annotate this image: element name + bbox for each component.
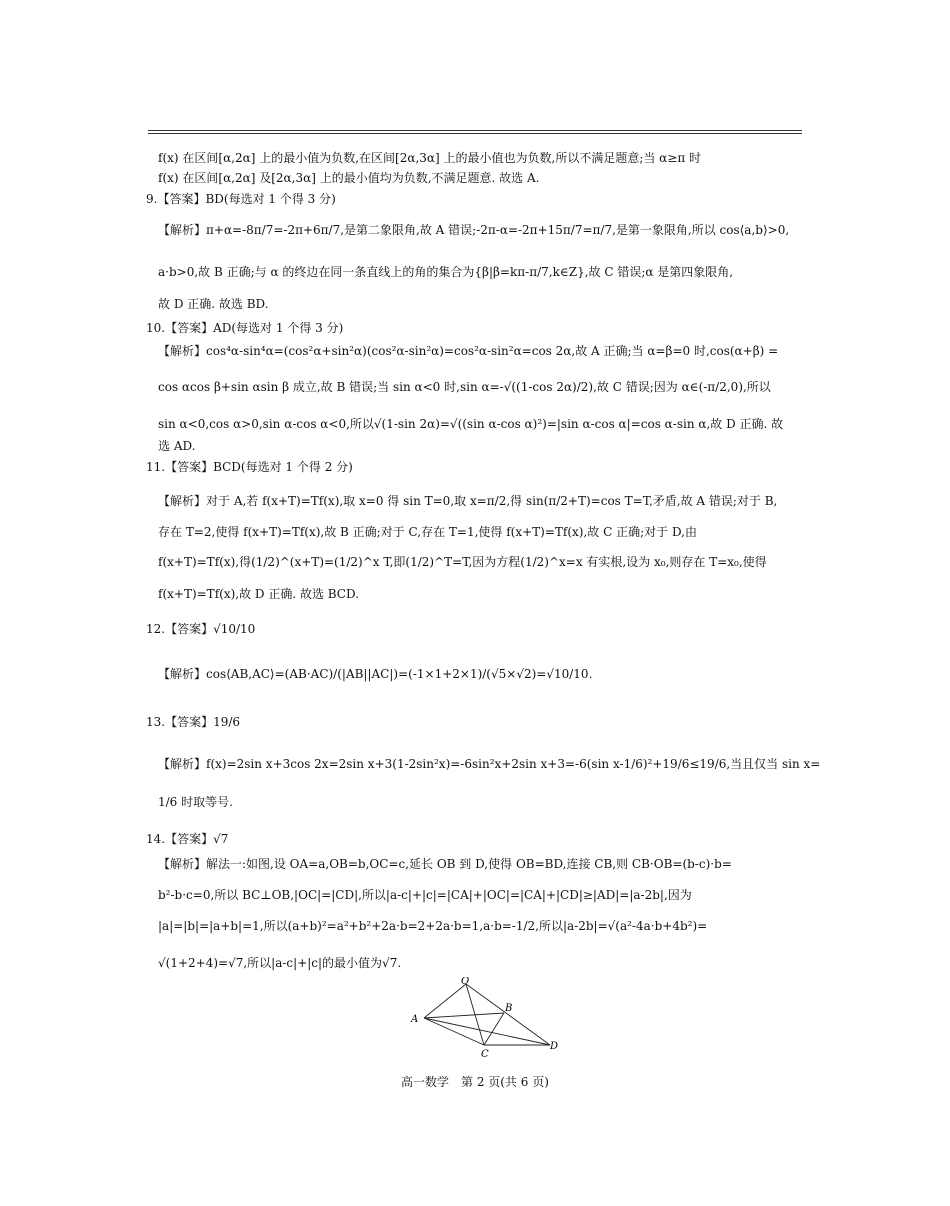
text-line: 【解析】cos⟨AB,AC⟩=(AB·AC)/(|AB||AC|)=(-1×1+2×1)/(√5×√2)=√10/10.	[158, 667, 593, 681]
text-line: f(x) 在区间[α,2α] 上的最小值为负数,在区间[2α,3α] 上的最小值也为负数,所以不满足题意;当 α≥π 时	[158, 151, 702, 165]
top-rule-1	[148, 130, 802, 131]
point-C-label: C	[481, 1049, 489, 1060]
text-line: a·b>0,故 B 正确;与 α 的终边在同一条直线上的角的集合为{β|β=kπ-π/7,k∈Z},故 C 错误;α 是第四象限角,	[158, 265, 734, 279]
text-line: √(1+2+4)=√7,所以|a-c|+|c|的最小值为√7.	[158, 956, 402, 970]
page-footer: 高一数学 第 2 页(共 6 页)	[401, 1075, 549, 1089]
text-line: 【解析】cos⁴α-sin⁴α=(cos²α+sin²α)(cos²α-sin²α)=cos²α-sin²α=cos 2α,故 A 正确;当 α=β=0 时,cos(α+β) =	[158, 344, 779, 358]
text-line: 1/6 时取等号.	[158, 795, 233, 809]
text-line: 13.【答案】19/6	[146, 715, 241, 729]
text-line: f(x) 在区间[α,2α] 及[2α,3α] 上的最小值均为负数,不满足题意. 故选 A.	[158, 171, 540, 185]
text-line: 选 AD.	[158, 439, 196, 453]
text-line: 14.【答案】√7	[146, 832, 229, 846]
top-rule-2	[148, 133, 802, 134]
text-line: cos αcos β+sin αsin β 成立,故 B 错误;当 sin α<0 时,sin α=-√((1-cos 2α)/2),故 C 错误;因为 α∈(-π/2,0),所以	[158, 380, 771, 394]
text-line: sin α<0,cos α>0,sin α-cos α<0,所以√(1-sin 2α)=√((sin α-cos α)²)=|sin α-cos α|=cos α-sin α,故 D 正确. 故	[158, 417, 784, 431]
text-line: 9.【答案】BD(每选对 1 个得 3 分)	[146, 192, 336, 206]
text-line: 11.【答案】BCD(每选对 1 个得 2 分)	[146, 460, 353, 474]
text-line: 【解析】解法一:如图,设 OA=a,OB=b,OC=c,延长 OB 到 D,使得 OB=BD,连接 CB,则 CB·OB=(b-c)·b=	[158, 857, 732, 871]
text-line: 12.【答案】√10/10	[146, 622, 256, 636]
text-line: 【解析】π+α=-8π/7=-2π+6π/7,是第二象限角,故 A 错误;-2π-α=-2π+15π/7=π/7,是第一象限角,所以 cos⟨a,b⟩>0,	[158, 223, 790, 237]
text-line: |a|=|b|=|a+b|=1,所以(a+b)²=a²+b²+2a·b=2+2a·b=1,a·b=-1/2,所以|a-2b|=√(a²-4a·b+4b²)=	[158, 919, 708, 933]
text-line: f(x+T)=Tf(x),故 D 正确. 故选 BCD.	[158, 587, 360, 601]
text-line: 【解析】f(x)=2sin x+3cos 2x=2sin x+3(1-2sin²x)=-6sin²x+2sin x+3=-6(sin x-1/6)²+19/6≤19/6,当且仅当 sin x=	[158, 757, 821, 771]
point-A-label: A	[411, 1014, 419, 1025]
point-D-label: D	[550, 1041, 559, 1052]
text-line: 【解析】对于 A,若 f(x+T)=Tf(x),取 x=0 得 sin T=0,取 x=π/2,得 sin(π/2+T)=cos T=T,矛盾,故 A 错误;对于 B,	[158, 494, 778, 508]
text-line: b²-b·c=0,所以 BC⊥OB,|OC|=|CD|,所以|a-c|+|c|=|CA|+|OC|=|CA|+|CD|≥|AD|=|a-2b|,因为	[158, 888, 692, 902]
point-B-label: B	[505, 1003, 513, 1014]
text-line: f(x+T)=Tf(x),得(1/2)^(x+T)=(1/2)^x T,即(1/2)^T=T,因为方程(1/2)^x=x 有实根,设为 x₀,则存在 T=x₀,使得	[158, 555, 767, 569]
geometry-figure	[400, 977, 570, 1062]
text-line: 故 D 正确. 故选 BD.	[158, 297, 269, 311]
text-line: 10.【答案】AD(每选对 1 个得 3 分)	[146, 321, 344, 335]
text-line: 存在 T=2,使得 f(x+T)=Tf(x),故 B 正确;对于 C,存在 T=1,使得 f(x+T)=Tf(x),故 C 正确;对于 D,由	[158, 525, 697, 539]
point-O-label: O	[461, 977, 470, 987]
